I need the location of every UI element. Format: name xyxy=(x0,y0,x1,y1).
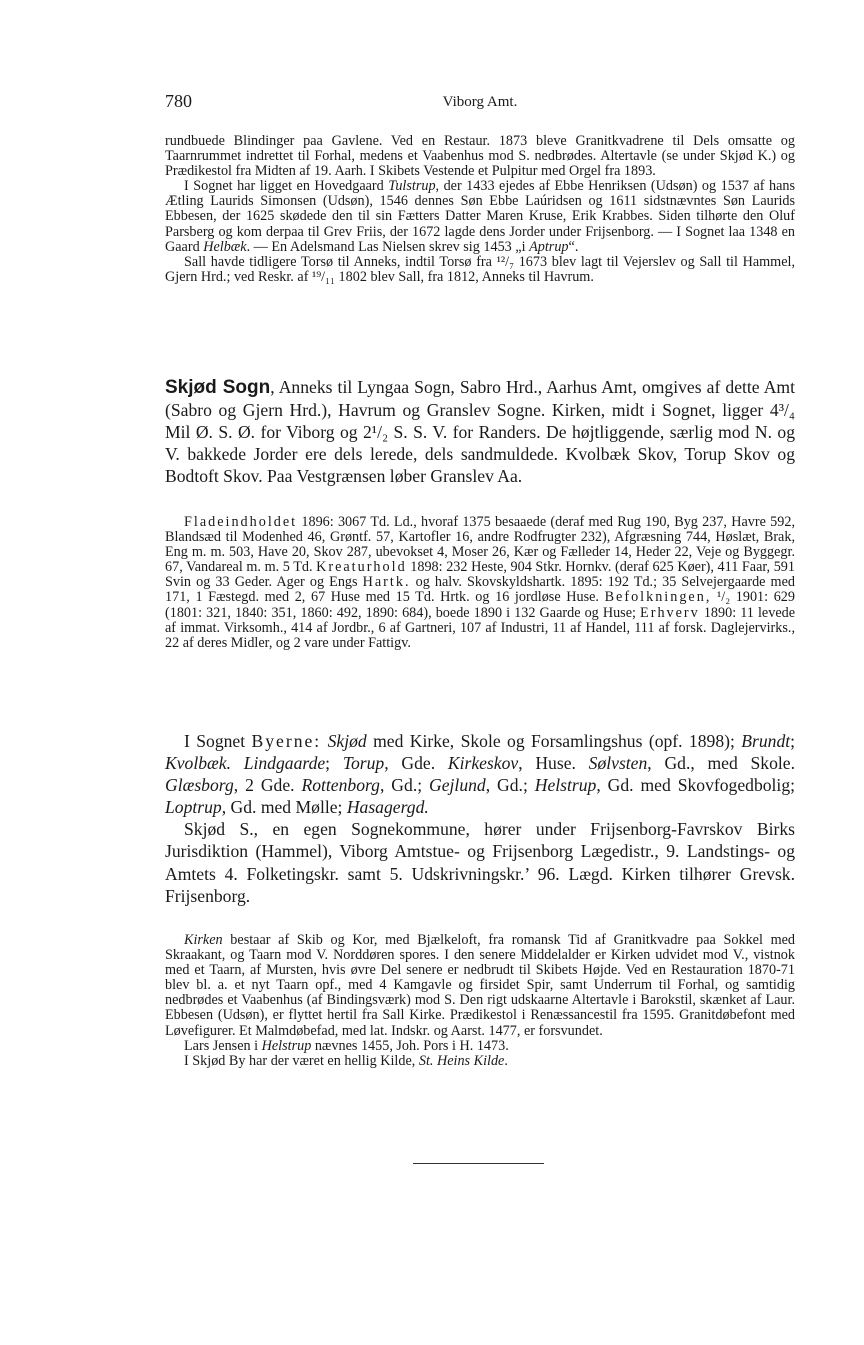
page-header xyxy=(165,91,795,115)
village-name: Loptrup xyxy=(165,797,222,818)
place-name: Tulstrup xyxy=(388,178,436,195)
stat-label: Befolkningen, xyxy=(604,589,712,606)
village-name: Helstrup xyxy=(534,775,597,796)
place-name: Helstrup xyxy=(261,1037,312,1054)
parish-heading-section xyxy=(165,376,795,487)
village-name: Torup xyxy=(342,753,385,774)
jurisdiction-paragraph: Skjød S., en egen Sognekommune, hører under Frijsenborg-Favrskov Birks Jurisdiktion (Hammel), Viborg Amtstue- og Frijsenborg Lægedistr., 9. Landstings- og Amtets 4. Folketingskr. samt 5. Udskrivningskr.’ 96. Lægd. Kirken tilhører Grevsk. Frijsenborg. xyxy=(165,819,795,906)
stat-label: Hartk. xyxy=(362,574,411,591)
place-name: St. Heins Kilde xyxy=(418,1052,505,1069)
statistics-paragraph: Fladeindholdet 1896: 3067 Td. Ld., hvoraf 1375 besaaede (deraf med Rug 190, Byg 237, Havre 592, Blandsæd til Modenhed 46, Grøntf. 57, Kartofler 16, andre Rodfrugter 232), Afgræsning 744, Høslæt, Brak, Eng m. m. 503, Have 20, Skov 287, ubevokset 4, Moser 26, Kær og Fælleder 14, Heder 22, Veje og Byggegr. 67, Vandareal m. m. 5 Td. Kreaturhold 1898: 232 Heste, 904 Stkr. Hornkv. (deraf 625 Køer), 411 Faar, 591 Svin og 33 Geder. Ager og Engs Hartk. og halv. Skovskyldshartk. 1895: 192 Td.; 35 Selvejergaarde med 171, 1 Fæstegd. med 2, 67 Huse med 15 Td. Hrtk. og 16 jordløse Huse. Befolkningen, ¹/₂ 1901: 629 (1801: 321, 1840: 351, 1860: 492, 1890: 684), boede 1890 i 132 Gaarde og Huse; Erhverv 1890: 11 levede af immat. Virksomh., 414 af Jordbr., 6 af Gartneri, 107 af Industri, 11 af Handel, 111 af forsk. Daglejervirks., 22 af deres Midler, og 2 vare under Fattigv. xyxy=(165,514,796,651)
intro-paragraph-tulstrup: I Sognet har ligget en Hovedgaard Tulstrup, der 1433 ejedes af Ebbe Henriksen (Udsøn) og 1537 af hans Ætling Laurids Simonsen (Udsøn), 1546 dennes Søn Ebbe Laúridsen og 1611 sidstnævntes Søn Laurids Ebbesen, der 1625 skødede den til sin Fætters Datter Maren Kruse, Erik Krabbes. Siden tilhørte den Oluf Parsberg og kom derpaa til Grev Friis, der 1672 lagde dens Jorder under Frijsenborg. — I Sognet laa 1348 en Gaard Helbæk. — En Adelsmand Las Nielsen skrev sig 1453 „i Aptrup“. xyxy=(165,178,795,255)
villages-section xyxy=(165,730,795,907)
intro-section xyxy=(165,134,795,285)
village-name: Sølvsten xyxy=(588,753,648,774)
clergy-paragraph: Lars Jensen i Helstrup nævnes 1455, Joh. Pors i H. 1473. xyxy=(184,1037,509,1054)
place-name: Helbæk xyxy=(203,238,247,255)
village-name: Rottenborg xyxy=(301,775,380,796)
intro-paragraph-sall: Sall havde tidligere Torsø til Anneks, indtil Torsø fra ¹²/₇ 1673 blev lagt til Vejerslev og Sall til Hammel, Gjern Hrd.; ved Reskr. af ¹⁹/₁₁ 1802 blev Sall, fra 1812, Anneks til Havrum. xyxy=(165,253,795,285)
church-paragraph: Kirken bestaar af Skib og Kor, med Bjælkeloft, fra romansk Tid af Granitkvadre paa Sokkel med Skraakant, og Taarn mod V. Norddøren spores. I den senere Middelalder er Kirken udvidet mod V., vistnok med et Taarn, af Mursten, hvis øvre Del senere er nedbrudt til Skibets Højde. Ved en Restauration 1870-71 blev bl. a. et nyt Taarn opf., med 4 Kamgavle og firsidet Spir, samt Underrum til Forhal, og samtidig nedbrødes et Vaabenhus (af Bindingsværk) mod S. Den rigt udskaarne Altertavle i Barokstil, skænket af Laur. Ebbesen (Udsøn), er flyttet hertil fra Sall Kirke. Prædikestol i Renæssancestil fra 1595. Granitdøbefont med Løvefigurer. Et Malmdøbefad, med lat. Indskr. og Aarst. 1477, er forsvundet. xyxy=(165,932,795,1039)
village-name: Hasagergd. xyxy=(346,797,429,818)
stat-label: Erhverv xyxy=(640,604,700,621)
end-divider xyxy=(413,1163,544,1164)
church-section xyxy=(165,933,795,1069)
parish-title: Skjød Sogn xyxy=(165,377,271,398)
parish-description: Skjød Sogn, Anneks til Lyngaa Sogn, Sabro Hrd., Aarhus Amt, omgives af dette Amt (Sabro og Gjern Hrd.), Havrum og Granslev Sogne. Kirken, midt i Sognet, ligger 4³/₄ Mil Ø. S. Ø. for Viborg og 2¹/₂ S. S. V. for Randers. De højtliggende, særlig mod N. og V. bakkede Jorder ere dels lerede, dels sandmuldede. Kvolbæk Skov, Torup Skov og Bodtoft Skov. Paa Vestgrænsen løber Granslev Aa. xyxy=(165,377,796,487)
running-title: Viborg Amt. xyxy=(442,94,518,110)
village-name: Brundt xyxy=(741,731,791,751)
stat-label: Fladeindholdet xyxy=(184,514,298,530)
village-name: Gejlund xyxy=(429,775,486,796)
villages-label: Byerne: xyxy=(251,731,322,751)
villages-paragraph: I Sognet Byerne: Skjød med Kirke, Skole og Forsamlingshus (opf. 1898); Brundt; Kvolbæk. Lindgaarde; Torup, Gde. Kirkeskov, Huse. Sølvsten, Gd., med Skole. Glæsborg, 2 Gde. Rottenborg, Gd.; Gejlund, Gd.; Helstrup, Gd. med Skovfogedbolig; Loptrup, Gd. med Mølle; Hasagergd. xyxy=(165,731,796,818)
statistics-section xyxy=(165,515,795,651)
stat-label: Kreaturhold xyxy=(316,559,407,576)
holy-spring-paragraph: I Skjød By har der været en hellig Kilde, St. Heins Kilde. xyxy=(184,1052,508,1069)
church-label: Kirken xyxy=(184,932,223,948)
page-number: 780 xyxy=(165,91,192,111)
village-name: Kvolbæk. Lindgaarde xyxy=(165,753,326,774)
intro-paragraph-restoration: rundbuede Blindinger paa Gavlene. Ved en Restaur. 1873 bleve Granitkvadrene til Dels omsatte og Taarnrummet indrettet til Forhal, medens et Vaabenhus mod S. nedbrødes. Altertavle (se under Skjød K.) og Prædikestol fra Midten af 19. Aarh. I Skibets Vestende et Pulpitur med Orgel fra 1893. xyxy=(165,133,795,180)
village-name: Kirkeskov xyxy=(447,753,519,774)
village-name: Skjød xyxy=(327,731,367,751)
village-name: Glæsborg xyxy=(165,775,234,796)
place-name: Aptrup xyxy=(529,238,569,255)
